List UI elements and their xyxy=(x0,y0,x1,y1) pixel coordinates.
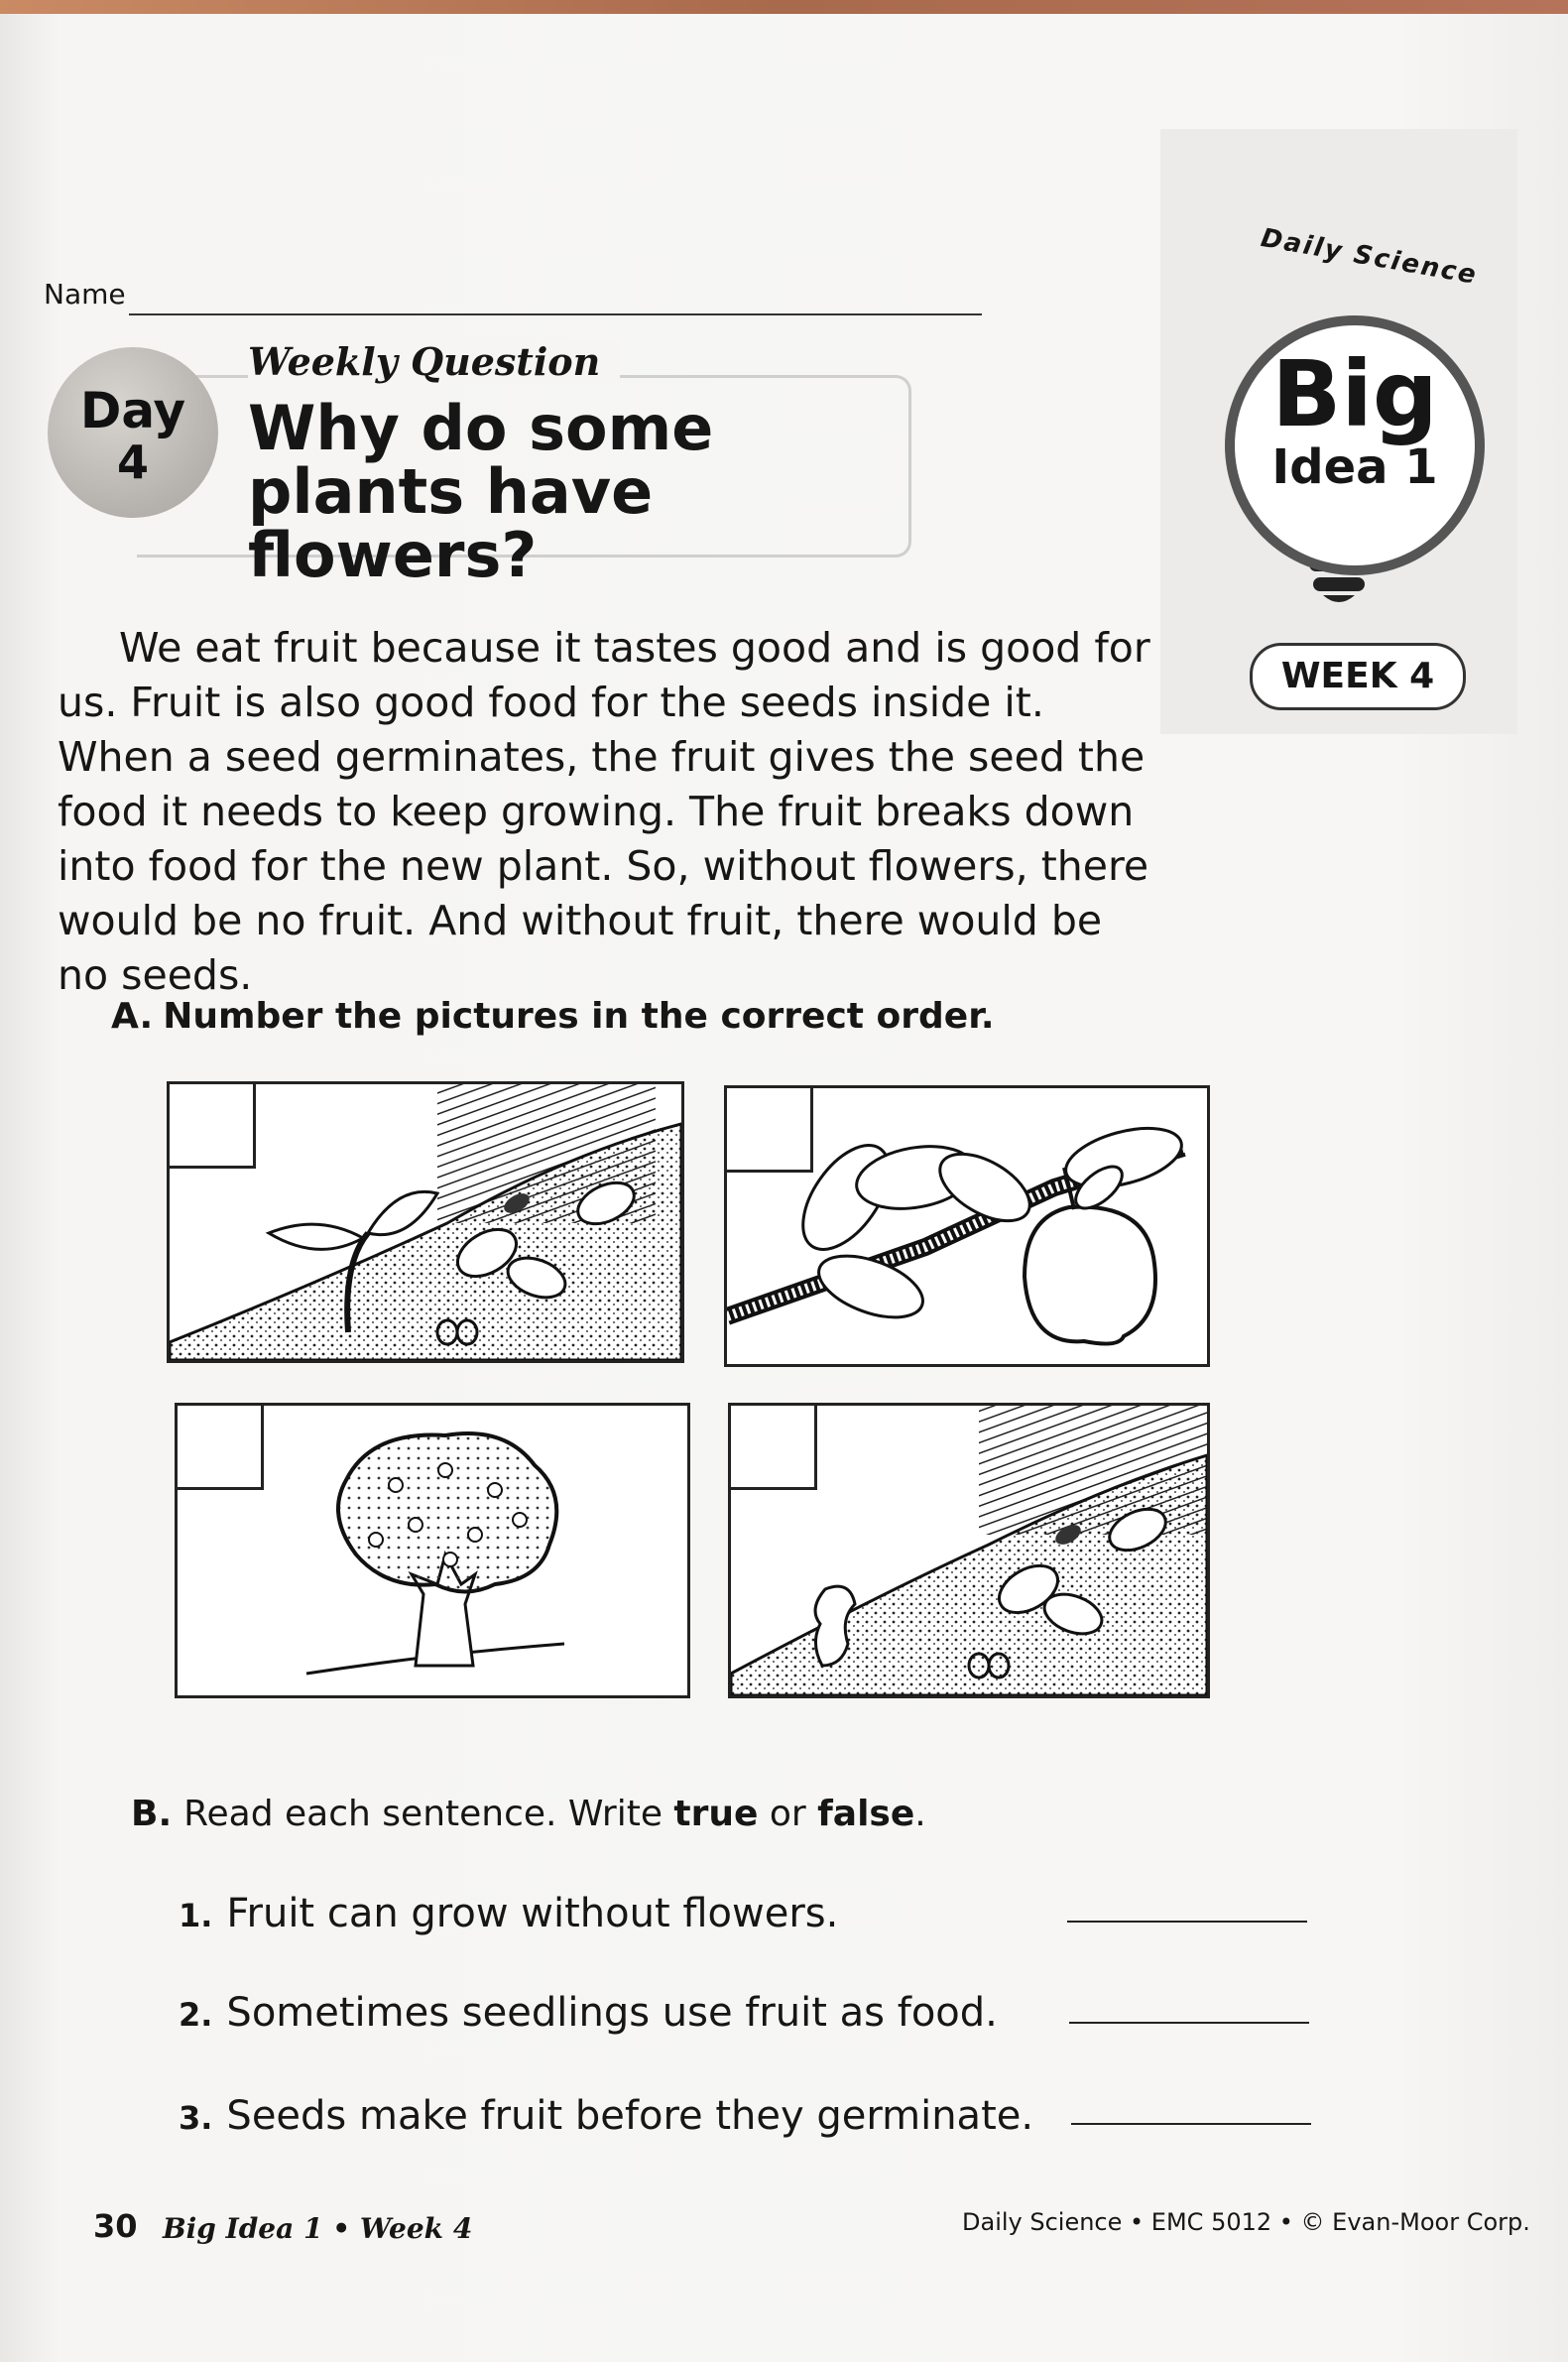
statement-number: 3. xyxy=(179,2099,213,2137)
section-b-instruction-pre: Read each sentence. Write xyxy=(183,1794,674,1834)
daily-science-label: Daily Science xyxy=(1259,223,1481,291)
word-true: true xyxy=(673,1794,759,1834)
section-b-heading xyxy=(131,1794,926,1834)
statement-number: 2. xyxy=(179,1996,213,2034)
page-number: 30 xyxy=(93,2207,138,2245)
section-a-instruction: Number the pictures in the correct order. xyxy=(163,996,995,1037)
statement-2 xyxy=(179,1990,998,2036)
statement-text: Seeds make fruit before they germinate. xyxy=(226,2093,1034,2139)
statement-3 xyxy=(179,2093,1033,2139)
name-row xyxy=(44,278,936,323)
idea-label: Idea 1 xyxy=(1271,439,1438,495)
section-a-heading xyxy=(111,996,995,1037)
day-label: Day xyxy=(79,382,186,439)
word-false: false xyxy=(817,1794,915,1834)
word-or: or xyxy=(758,1794,818,1834)
name-line xyxy=(129,313,982,315)
order-box-1[interactable] xyxy=(170,1084,256,1169)
section-b-instruction-post: . xyxy=(914,1794,926,1834)
answer-line-1[interactable] xyxy=(1067,1921,1307,1923)
picture-flowering-tree xyxy=(175,1403,690,1698)
weekly-question-title: Why do some plants have flowers? xyxy=(248,392,714,591)
section-b-letter: B. xyxy=(131,1794,173,1834)
lightbulb xyxy=(1225,315,1485,575)
order-box-4[interactable] xyxy=(731,1406,817,1490)
section-a-letter: A. xyxy=(111,996,154,1037)
statement-1 xyxy=(179,1891,838,1936)
statement-text: Fruit can grow without flowers. xyxy=(226,1891,839,1936)
footer-publisher: Daily Science • EMC 5012 • © Evan-Moor Corp. xyxy=(962,2208,1530,2236)
order-box-2[interactable] xyxy=(727,1088,813,1173)
answer-line-2[interactable] xyxy=(1069,2022,1309,2024)
name-label: Name xyxy=(44,278,126,311)
picture-apple-branch xyxy=(724,1085,1210,1367)
day-circle xyxy=(48,347,218,518)
paragraph-text: We eat fruit because it tastes good and is good for us. Fruit is also good food for the seeds inside it. When a seed germinates, the fruit gives the seed the food it needs to keep growing. The fruit breaks down into food for the new plant. So, without flowers, there would be no fruit. And without fruit, there would be no seeds. xyxy=(58,624,1150,999)
answer-line-3[interactable] xyxy=(1071,2123,1311,2125)
picture-seedling xyxy=(167,1081,684,1363)
big-label: Big xyxy=(1271,341,1438,447)
reading-paragraph xyxy=(58,621,1158,1003)
week-badge: WEEK 4 xyxy=(1250,643,1466,710)
statement-text: Sometimes seedlings use fruit as food. xyxy=(226,1990,998,2036)
footer-big-idea: Big Idea 1 • Week 4 xyxy=(163,2212,473,2245)
weekly-question-label: Weekly Question xyxy=(248,339,620,384)
picture-apple-core xyxy=(728,1403,1210,1698)
day-number: 4 xyxy=(116,435,149,489)
statement-number: 1. xyxy=(179,1897,213,1934)
page-top-edge xyxy=(0,0,1568,14)
order-box-3[interactable] xyxy=(178,1406,264,1490)
